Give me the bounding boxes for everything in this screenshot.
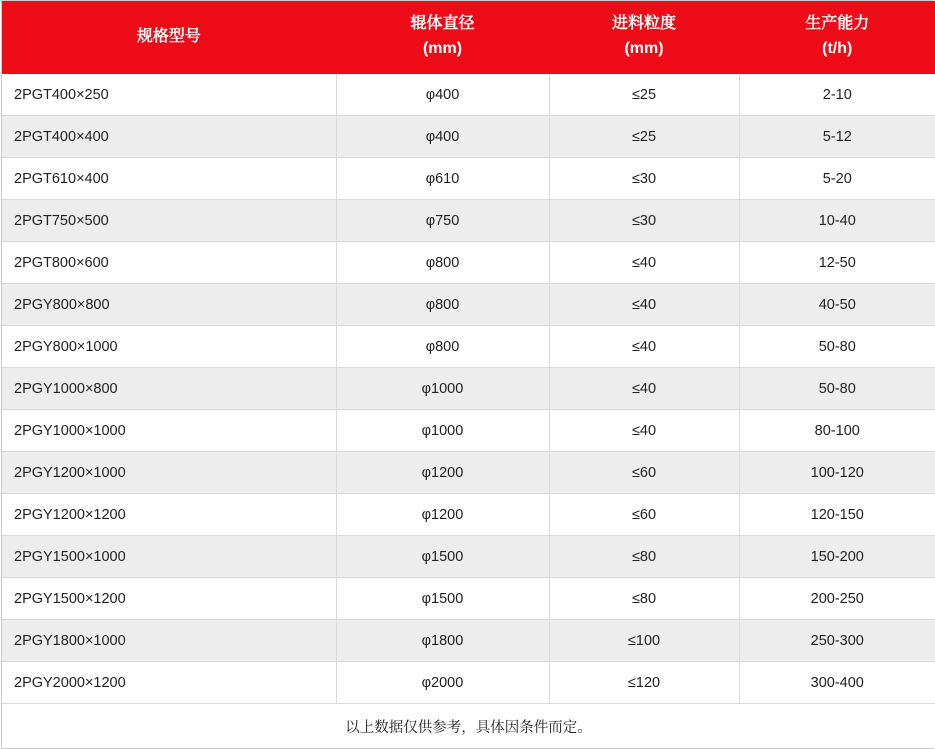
cell-roller-diameter: φ1800: [336, 620, 549, 662]
cell-feed-size: ≤25: [549, 116, 739, 158]
cell-capacity: 120-150: [739, 494, 935, 536]
cell-model: 2PGY2000×1200: [2, 662, 336, 704]
cell-roller-diameter: φ800: [336, 284, 549, 326]
cell-feed-size: ≤80: [549, 578, 739, 620]
cell-feed-size: ≤120: [549, 662, 739, 704]
cell-feed-size: ≤25: [549, 74, 739, 116]
cell-model: 2PGY1200×1200: [2, 494, 336, 536]
cell-roller-diameter: φ1000: [336, 410, 549, 452]
table-row: [2, 200, 935, 242]
cell-capacity: 40-50: [739, 284, 935, 326]
table-row: [2, 74, 935, 116]
cell-capacity: 50-80: [739, 368, 935, 410]
cell-model: 2PGT750×500: [2, 200, 336, 242]
cell-feed-size: ≤30: [549, 200, 739, 242]
column-header-feed-size-line1: 进料粒度: [611, 15, 676, 33]
cell-capacity: 200-250: [739, 578, 935, 620]
column-header-model-line1: 规格型号: [136, 27, 201, 45]
cell-capacity: 50-80: [739, 326, 935, 368]
table-row: [2, 284, 935, 326]
cell-feed-size: ≤40: [549, 326, 739, 368]
column-header-roller-diameter-line1: 辊体直径: [410, 15, 475, 33]
cell-model: 2PGY1500×1200: [2, 578, 336, 620]
footer-note: 以上数据仅供参考，具体因条件而定。: [2, 704, 935, 749]
header-row: [2, 1, 935, 74]
cell-model: 2PGY1200×1000: [2, 452, 336, 494]
table-row: [2, 578, 935, 620]
cell-model: 2PGT400×400: [2, 116, 336, 158]
column-header-roller-diameter: [336, 1, 549, 74]
cell-feed-size: ≤30: [549, 158, 739, 200]
cell-roller-diameter: φ610: [336, 158, 549, 200]
cell-capacity: 12-50: [739, 242, 935, 284]
specification-table-container: [1, 0, 934, 749]
cell-capacity: 300-400: [739, 662, 935, 704]
column-header-roller-diameter-unit: (mm): [422, 40, 463, 57]
cell-model: 2PGY1800×1000: [2, 620, 336, 662]
specification-table: [2, 1, 935, 748]
cell-capacity: 5-12: [739, 116, 935, 158]
cell-feed-size: ≤40: [549, 284, 739, 326]
column-header-model: [2, 1, 336, 74]
cell-model: 2PGT400×250: [2, 74, 336, 116]
cell-roller-diameter: φ750: [336, 200, 549, 242]
cell-feed-size: ≤40: [549, 242, 739, 284]
table-row: [2, 326, 935, 368]
column-header-capacity-unit: (t/h): [822, 40, 853, 57]
column-header-capacity: [739, 1, 935, 74]
cell-capacity: 5-20: [739, 158, 935, 200]
cell-feed-size: ≤100: [549, 620, 739, 662]
cell-capacity: 2-10: [739, 74, 935, 116]
column-header-capacity-line1: 生产能力: [805, 15, 870, 33]
cell-roller-diameter: φ400: [336, 74, 549, 116]
cell-model: 2PGY1000×1000: [2, 410, 336, 452]
table-row: [2, 368, 935, 410]
cell-feed-size: ≤80: [549, 536, 739, 578]
cell-roller-diameter: φ2000: [336, 662, 549, 704]
table-row: [2, 494, 935, 536]
cell-roller-diameter: φ1500: [336, 578, 549, 620]
table-row: [2, 242, 935, 284]
cell-capacity: 100-120: [739, 452, 935, 494]
cell-capacity: 80-100: [739, 410, 935, 452]
cell-roller-diameter: φ1200: [336, 494, 549, 536]
cell-feed-size: ≤40: [549, 410, 739, 452]
column-header-feed-size: [549, 1, 739, 74]
table-row: [2, 452, 935, 494]
table-header: [2, 1, 935, 74]
cell-model: 2PGY1000×800: [2, 368, 336, 410]
cell-roller-diameter: φ1000: [336, 368, 549, 410]
cell-capacity: 10-40: [739, 200, 935, 242]
cell-roller-diameter: φ1500: [336, 536, 549, 578]
cell-roller-diameter: φ1200: [336, 452, 549, 494]
cell-model: 2PGY800×800: [2, 284, 336, 326]
cell-roller-diameter: φ400: [336, 116, 549, 158]
cell-capacity: 150-200: [739, 536, 935, 578]
cell-model: 2PGY800×1000: [2, 326, 336, 368]
cell-feed-size: ≤60: [549, 494, 739, 536]
table-row: [2, 116, 935, 158]
cell-roller-diameter: φ800: [336, 326, 549, 368]
cell-model: 2PGT800×600: [2, 242, 336, 284]
column-header-feed-size-unit: (mm): [624, 40, 664, 57]
cell-model: 2PGY1500×1000: [2, 536, 336, 578]
table-row: [2, 410, 935, 452]
cell-roller-diameter: φ800: [336, 242, 549, 284]
footer-row: [2, 704, 935, 749]
table-row: [2, 158, 935, 200]
cell-model: 2PGT610×400: [2, 158, 336, 200]
cell-capacity: 250-300: [739, 620, 935, 662]
table-body: [2, 74, 935, 704]
cell-feed-size: ≤40: [549, 368, 739, 410]
table-footer: [2, 704, 935, 749]
table-row: [2, 662, 935, 704]
cell-feed-size: ≤60: [549, 452, 739, 494]
table-row: [2, 620, 935, 662]
table-row: [2, 536, 935, 578]
